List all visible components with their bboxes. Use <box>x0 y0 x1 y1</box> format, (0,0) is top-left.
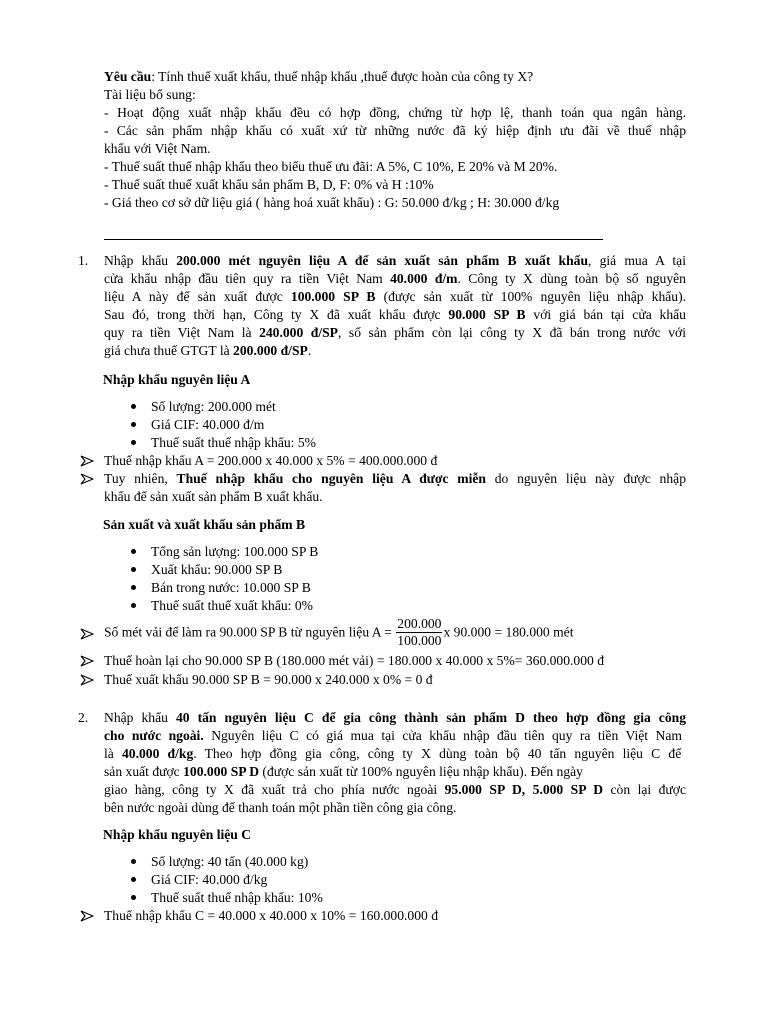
tax-refund-result: Thuế hoàn lại cho 90.000 SP B (180.000 mét vải) = 180.000 x 40.000 x 5%= 360.000.000 đ <box>104 653 605 668</box>
supplement-line-5: - Giá theo cơ sở dữ liệu giá ( hàng hoá xuất khẩu) : G: 50.000 đ/kg ; H: 30.000 đ/kg <box>104 195 560 210</box>
arrow-bullet-icon <box>80 473 94 485</box>
problem-1-text: Nhập khẩu 200.000 mét nguyên liệu A để sản xuất sản phẩm B xuất khẩu, giá mua A tại cửa khẩu nhập đầu tiên quy ra tiền Việt Nam 40.000 đ/m. Công ty X dùng toàn bộ số nguyên liệu A này để sản xuất được 100.000 SP B (được sản xuất từ 100% nguyên liệu nhập khẩu). Sau đó, trong thời hạn, Công ty X đã xuất khẩu được 90.000 SP B với giá bán tại cửa khẩu quy ra tiền Việt Nam là 240.000 đ/SP, số sản phẩm còn lại công ty X đã bán trong nước với giá chưa thuế GTGT là 200.000 đ/SP. <box>104 253 686 358</box>
problem-2-text: Nhập khẩu 40 tấn nguyên liệu C để gia công thành sản phẩm D theo hợp đồng gia công cho nước ngoài. Nguyên liệu C có giá mua tại cửa khẩu nhập đầu tiên quy ra tiền Việt Nam là 40.000 đ/kg. Theo hợp đồng gia công, công ty X dùng toàn bộ 40 tấn nguyên liệu C để sản xuất được 100.000 SP D (được sản xuất từ 100% nguyên liệu nhập khẩu). Đến ngày giao hàng, công ty X đã xuất trả cho phía nước ngoài 95.000 SP D, 5.000 SP D còn lại được bên nước ngoài dùng để thanh toán một phần tiền công gia công. <box>104 710 687 815</box>
bullet-item: Số lượng: 200.000 mét <box>151 399 276 414</box>
supplement-title: Tài liệu bổ sung: <box>104 87 196 102</box>
import-tax-a-result: Thuế nhập khẩu A = 200.000 x 40.000 x 5% = 400.000.000 đ <box>104 453 438 468</box>
fabric-meter-formula: Số mét vải để làm ra 90.000 SP B từ nguyên liệu A = $\frac{200.000}{100.000}$ x 90.000 = 180.000 mét <box>104 616 574 648</box>
supplement-line-4: - Thuế suất thuế xuất khẩu sản phẩm B, D, F: 0% và H :10% <box>104 177 434 192</box>
arrow-bullet-icon <box>80 674 94 686</box>
requirements-block <box>104 68 686 212</box>
section-heading-import-c: Nhập khẩu nguyên liệu C <box>103 827 252 842</box>
bullet-item: Thuế suất thuế nhập khẩu: 10% <box>151 890 323 905</box>
bullet-item: Bán trong nước: 10.000 SP B <box>151 580 311 595</box>
section-heading-import-a: Nhập khẩu nguyên liệu A <box>103 372 251 387</box>
fraction: $\frac{200.000}{100.000}$ <box>397 616 442 648</box>
bullet-item: Giá CIF: 40.000 đ/m <box>151 417 265 432</box>
export-tax-b-result: Thuế xuất khẩu 90.000 SP B = 90.000 x 240.000 x 0% = 0 đ <box>104 672 433 687</box>
separator-line <box>104 239 603 240</box>
bullet-item: Xuất khẩu: 90.000 SP B <box>151 562 283 577</box>
bullet-item: Thuế suất thuế nhập khẩu: 5% <box>151 435 316 450</box>
supplement-line-1: - Hoạt động xuất nhập khẩu đều có hợp đồng, chứng từ hợp lệ, thanh toán qua ngân hàng. <box>104 105 686 120</box>
bullet-item: Số lượng: 40 tấn (40.000 kg) <box>151 854 309 869</box>
problem-2-number: 2. <box>78 710 89 725</box>
arrow-bullet-icon <box>80 455 94 467</box>
arrow-bullet-icon <box>80 910 94 922</box>
arrow-bullet-icon <box>80 655 94 667</box>
bullet-item: Giá CIF: 40.000 đ/kg <box>151 872 268 887</box>
requirement-label: Yêu cầu <box>104 69 152 84</box>
import-tax-a-exemption: Tuy nhiên, Thuế nhập khẩu cho nguyên liệu A được miễn do nguyên liệu này được nhập khẩu để sản xuất sản phẩm B xuất khẩu. <box>104 471 686 504</box>
bullet-item: Thuế suất thuế xuất khẩu: 0% <box>151 598 313 613</box>
requirement-text: : Tính thuế xuất khẩu, thuế nhập khẩu ,thuế được hoàn của công ty X? <box>151 69 534 84</box>
section-heading-production-b: Sản xuất và xuất khẩu sản phẩm B <box>103 517 306 532</box>
supplement-line-2b: khẩu với Việt Nam. <box>104 141 211 156</box>
arrow-bullet-icon <box>80 628 94 640</box>
problem-1-number: 1. <box>78 253 89 268</box>
supplement-line-3: - Thuế suất thuế nhập khẩu theo biểu thuế ưu đãi: A 5%, C 10%, E 20% và M 20%. <box>104 159 558 174</box>
supplement-line-2a: - Các sản phẩm nhập khẩu có xuất xứ từ những nước đã ký hiệp định ưu đãi về thuế nhập <box>104 123 686 138</box>
bullet-item: Tổng sản lượng: 100.000 SP B <box>151 544 319 559</box>
import-tax-c-result: Thuế nhập khẩu C = 40.000 x 40.000 x 10% = 160.000.000 đ <box>104 908 439 923</box>
